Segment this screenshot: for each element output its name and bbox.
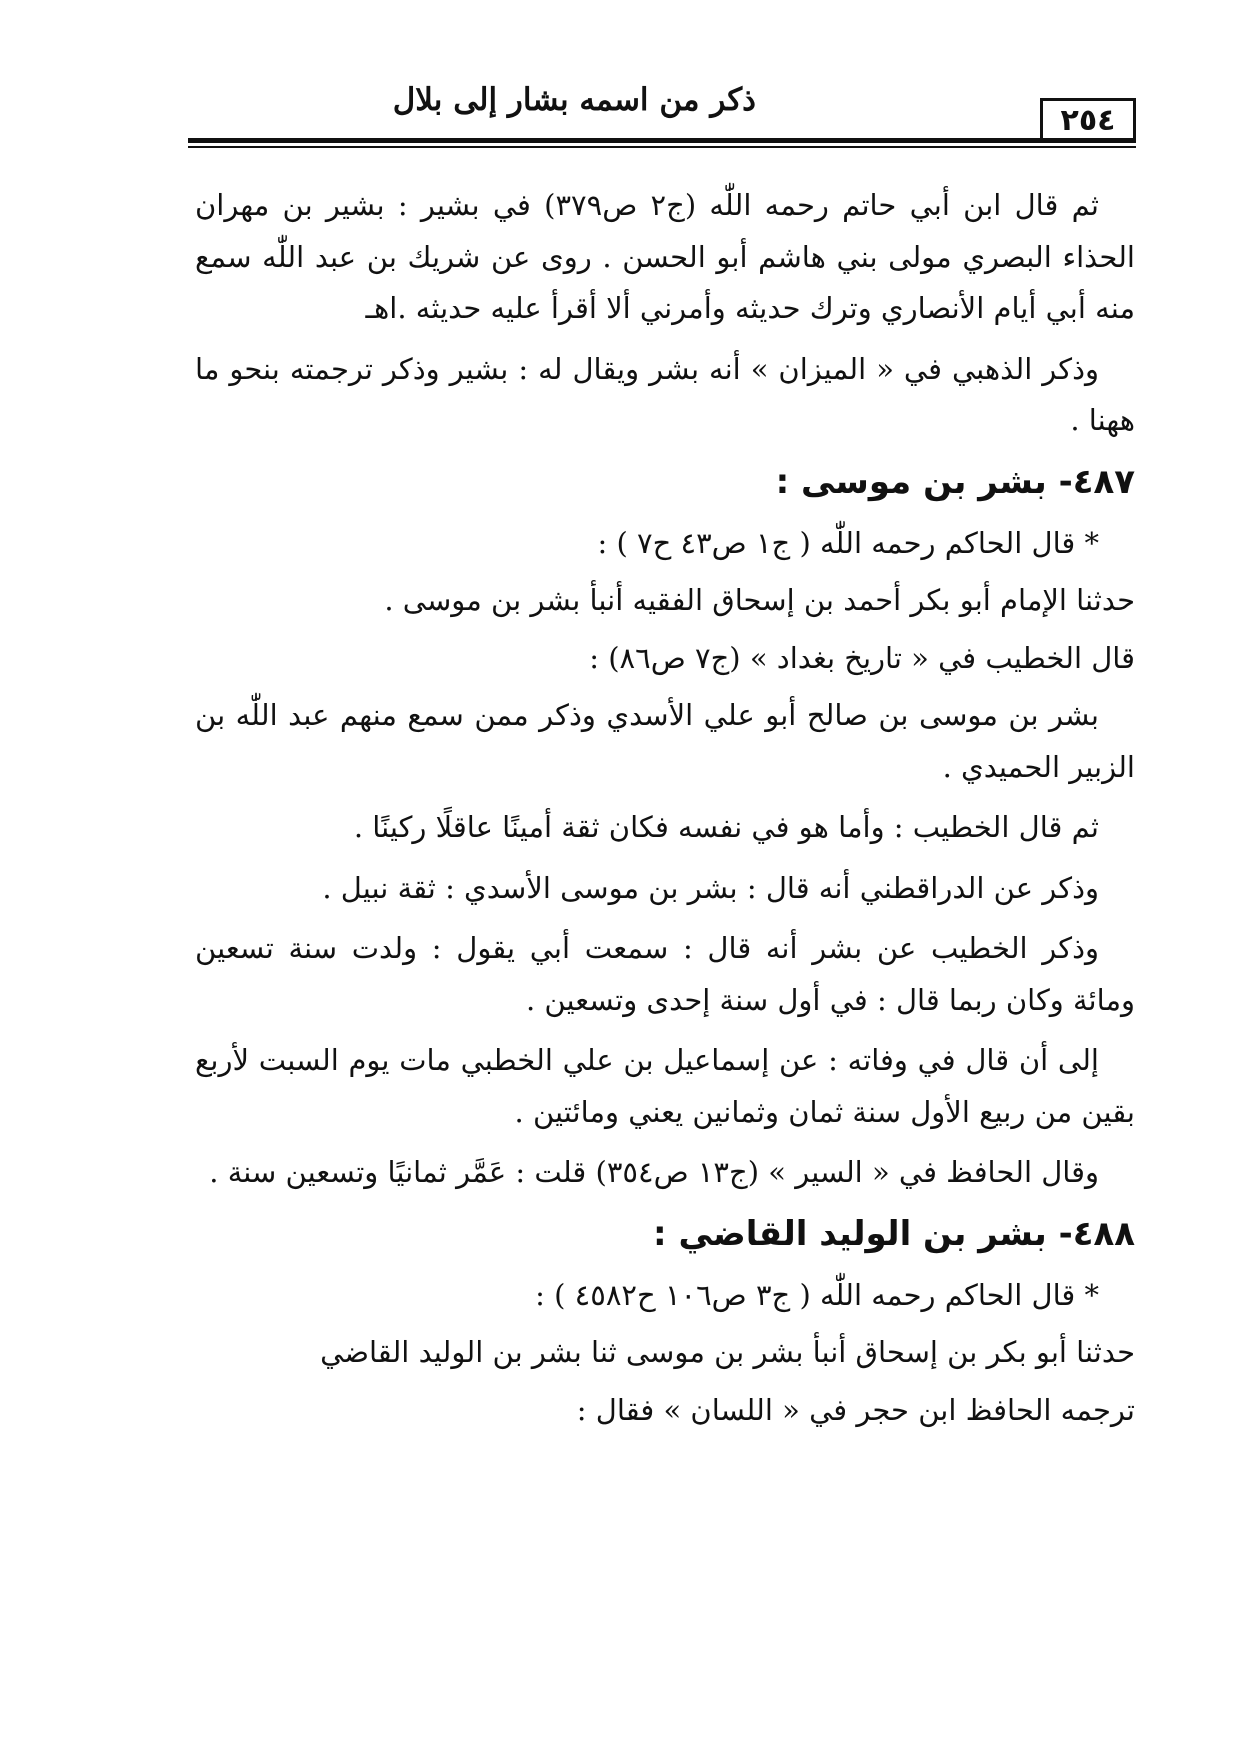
page-header: [188, 80, 1136, 146]
entry-heading-487: ٤٨٧- بشر بن موسى :: [775, 461, 1135, 502]
paragraph: ثم قال الخطيب : وأما هو في نفسه فكان ثقة أمينًا عاقلًا ركينًا .: [353, 810, 1099, 844]
paragraph: ترجمه الحافظ ابن حجر في « اللسان » فقال :: [576, 1392, 1135, 1427]
paragraph: إلى أن قال في وفاته : عن إسماعيل بن علي الخطبي مات يوم السبت لأربع بقين من ربيع الأول سنة ثمان وثمانين يعني ومائتين .: [195, 1043, 1135, 1129]
paragraph: ثم قال ابن أبي حاتم رحمه اللّٰه (ج٢ ص٣٧٩) في بشير : بشير بن مهران الحذاء البصري مولى بني هاشم أبو الحسن . روى عن شريك بن عبد اللّٰه سمع منه أبي أيام الأنصاري وترك حديثه وأمرني ألا أقرأ عليه حديثه .اهـ: [195, 188, 1135, 325]
paragraph: حدثنا الإمام أبو بكر أحمد بن إسحاق الفقيه أنبأ بشر بن موسى .: [384, 583, 1135, 617]
page-number: ٢٥٤: [1040, 98, 1136, 141]
paragraph: * قال الحاكم رحمه اللّٰه ( ج٣ ص١٠٦ ح٤٥٨٢ ) :: [535, 1277, 1099, 1312]
entry-heading-488: ٤٨٨- بشر بن الوليد القاضي :: [653, 1213, 1135, 1254]
paragraph: * قال الحاكم رحمه اللّٰه ( ج١ ص٤٣ ح٧ ) :: [597, 525, 1099, 560]
paragraph: وقال الحافظ في « السير » (ج١٣ ص٣٥٤) قلت : عَمَّر ثمانيًا وتسعين سنة .: [209, 1155, 1099, 1189]
page-body: [195, 180, 1135, 1445]
paragraph: حدثنا أبو بكر بن إسحاق أنبأ بشر بن موسى ثنا بشر بن الوليد القاضي: [320, 1335, 1135, 1369]
paragraph: قال الخطيب في « تاريخ بغداد » (ج٧ ص٨٦) :: [589, 640, 1135, 675]
paragraph: بشر بن موسى بن صالح أبو علي الأسدي وذكر ممن سمع منهم عبد اللّٰه بن الزبير الحميدي .: [195, 698, 1135, 784]
paragraph: وذكر الخطيب عن بشر أنه قال : سمعت أبي يقول : ولدت سنة تسعين ومائة وكان ربما قال : في أول سنة إحدى وتسعين .: [195, 931, 1135, 1017]
header-rule-thin: [188, 146, 1136, 148]
paragraph: وذكر الذهبي في « الميزان » أنه بشر ويقال له : بشير وذكر ترجمته بنحو ما ههنا .: [195, 351, 1135, 437]
running-title: ذكر من اسمه بشار إلى بلال: [392, 82, 756, 118]
paragraph: وذكر عن الدراقطني أنه قال : بشر بن موسى الأسدي : ثقة نبيل .: [322, 870, 1099, 905]
header-rule-thick: [188, 138, 1136, 143]
